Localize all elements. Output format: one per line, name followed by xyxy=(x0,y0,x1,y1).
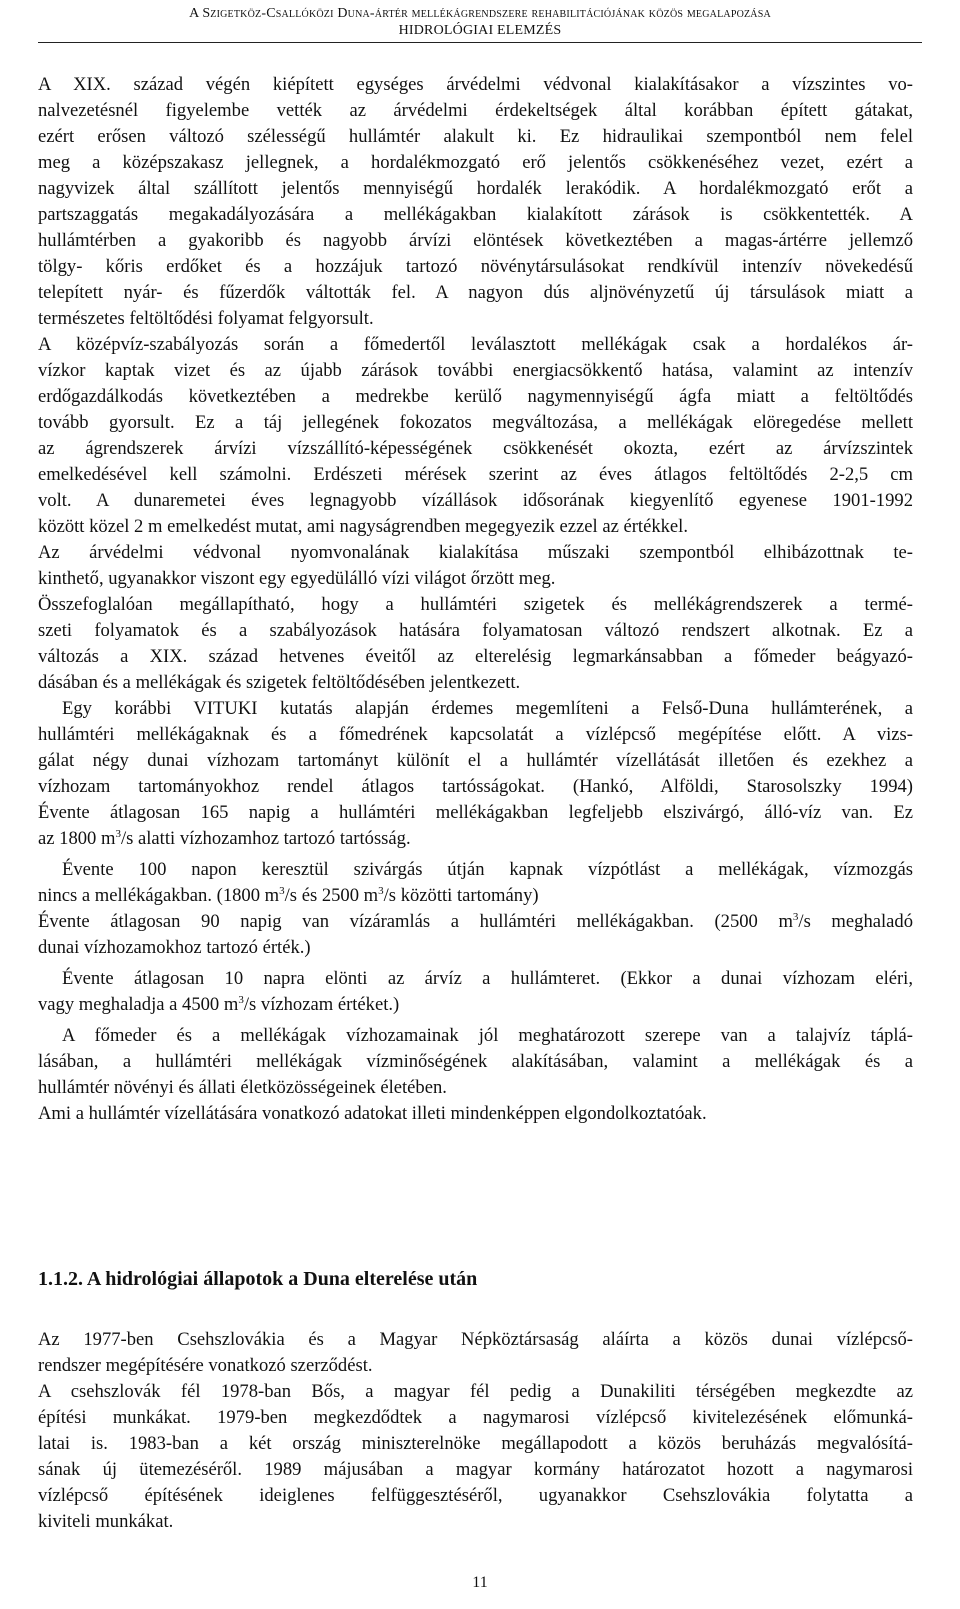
text-line: A csehszlovák fél 1978-ban Bős, a magyar fél pedig a Dunakiliti térségében megkezdte az xyxy=(38,1381,913,1402)
text-line: Az árvédelmi védvonal nyomvonalának kialakítása műszaki szempontból elhibázottnak te- xyxy=(38,542,913,563)
running-header xyxy=(0,5,960,43)
text-line: ezért erősen változó szélességű hullámtér alakult ki. Ez hidraulikai szempontból nem felel xyxy=(38,126,913,147)
text-line: az ágrendszerek árvízi vízszállító-képességének csökkenését okozta, ezért az árvízszintek xyxy=(38,438,913,459)
text-line: vagy meghaladja a 4500 $m^3/s$ vízhozam értéket.) xyxy=(38,993,400,1015)
header-subtitle: HIDROLÓGIAI ELEMZÉS xyxy=(398,23,562,38)
text-line: természetes feltöltődési folyamat felgyorsult. xyxy=(38,308,374,329)
text-line: építési munkákat. 1979-ben megkezdődtek a nagymarosi vízlépcső kivitelezésének előmunká- xyxy=(38,1407,913,1428)
text-line: emelkedésével kell számolni. Erdészeti mérések szerint az éves átlagos feltöltődés 2-2,5 cm xyxy=(38,464,913,485)
text-line: között közel 2 m emelkedést mutat, ami nagyságrendben megegyezik ezzel az értékkel. xyxy=(38,516,688,537)
text-line: Évente átlagosan 10 napra elönti az árvíz a hullámteret. (Ekkor a dunai vízhozam eléri, xyxy=(62,968,913,989)
text-line: Összefoglalóan megállapítható, hogy a hullámtéri szigetek és mellékágrendszerek a termé- xyxy=(38,594,913,615)
page-number: 11 xyxy=(472,1574,488,1591)
text-line: volt. A dunaremetei éves legnagyobb vízállások idősorának kiegyenlítő egyenese 1901-1992 xyxy=(38,490,913,511)
text-line: kinthető, ugyanakkor viszont egy egyedülálló vízi világot őrzött meg. xyxy=(38,568,556,589)
text-line: latai is. 1983-ban a két ország miniszterelnöke megállapodott a közös beruházás megvalósítá- xyxy=(38,1433,913,1454)
text-line: hullámtérben a gyakoribb és nagyobb árvízi elöntések következtében a magas-ártérre jellemző xyxy=(38,230,913,251)
text-line: rendszer megépítésére vonatkozó szerződést. xyxy=(38,1355,373,1376)
text-line: nagyvizek által szállított jelentős mennyiségű hordalék lerakódik. A hordalékmozgató erőt a xyxy=(38,178,913,199)
text-line: az 1800 $m^3/s$ alatti vízhozamhoz tartozó tartósság. xyxy=(38,827,411,849)
text-line: hullámtéri mellékágaknak és a főmedrének kapcsolatát a vízlépcső megépítése előtt. A vizs- xyxy=(38,724,913,745)
section-heading: 1.1.2. A hidrológiai állapotok a Duna elterelése után xyxy=(38,1268,478,1290)
text-line: telepített nyár- és fűzerdők váltották fel. A nagyon dús aljnövényzetű új társulások miatt a xyxy=(38,282,913,303)
text-line: szeti folyamatok és a szabályozások hatására folyamatosan változó rendszert alkotnak. Ez a xyxy=(38,620,913,641)
text-line: vízkor kaptak vizet és az újabb zárások további energiacsökkentő hatása, valamint az intenzív xyxy=(38,360,913,381)
text-line: erdőgazdálkodás következtében a medrekbe kerülő nagymennyiségű ágfa miatt a feltöltődés xyxy=(38,386,913,407)
header-rule xyxy=(38,42,922,43)
text-line: partszaggatás megakadályozására a mellékágakban kialakított zárások is csökkentették. A xyxy=(38,204,913,225)
text-line: vízlépcső építésének ideiglenes felfüggesztéséről, ugyanakkor Csehszlovákia folytatta a xyxy=(38,1485,913,1506)
text-line: lásában, a hullámtéri mellékágak vízminőségének alakításában, valamint a mellékágak és a xyxy=(38,1051,913,1072)
text-line: tovább gyorsult. Ez a táj jellegének fokozatos megváltozása, a mellékágak elöregedése mellett xyxy=(38,412,913,433)
text-line: Évente átlagosan 90 napig van vízáramlás a hullámtéri mellékágakban. (2500 $m^3/s$ meghaladó xyxy=(38,910,914,932)
text-line: Évente 100 napon keresztül szivárgás útján kapnak vízpótlást a mellékágak, vízmozgás xyxy=(62,859,913,880)
text-line: Egy korábbi VITUKI kutatás alapján érdemes megemlíteni a Felső-Duna hullámterének, a xyxy=(62,698,913,719)
text-line: nalvezetésnél figyelembe vették az árvédelmi érdekeltségek által korábban épített gátakat, xyxy=(38,100,913,121)
text-line: sának új ütemezéséről. 1989 májusában a magyar kormány határozatot hozott a nagymarosi xyxy=(38,1459,913,1480)
text-line: A főmeder és a mellékágak vízhozamainak jól meghatározott szerepe van a talajvíz táplá- xyxy=(62,1025,913,1046)
text-line: nincs a mellékágakban. (1800 $m^3/s$ és 2500 $m^3/s$ közötti tartomány) xyxy=(38,884,539,906)
text-line: hullámtér növényi és állati életközösségeinek életében. xyxy=(38,1077,447,1098)
text-line: kiviteli munkákat. xyxy=(38,1511,174,1532)
text-line: gálat négy dunai vízhozam tartományt különít el a hullámtér vízellátását illetően és ezekhez a xyxy=(38,750,913,771)
header-title: A Szigetköz-Csallóközi Duna-ártér mellékágrendszere rehabilitációjának közös megalapozása xyxy=(189,6,771,21)
text-line: változás a XIX. század hetvenes éveitől az elterelésig legmarkánsabban a főmeder beágyazó- xyxy=(38,646,913,667)
text-line: Évente átlagosan 165 napig a hullámtéri mellékágakban legfeljebb elszivárgó, álló-víz van. Ez xyxy=(38,802,913,823)
text-line: A XIX. század végén kiépített egységes árvédelmi védvonal kialakításakor a vízszintes vo- xyxy=(38,74,913,95)
text-line: vízhozam tartományokhoz rendel átlagos tartósságokat. (Hankó, Alföldi, Starosolszky 1994) xyxy=(38,776,913,797)
text-line: Ami a hullámtér vízellátására vonatkozó adatokat illeti mindenképpen elgondolkoztatóak. xyxy=(38,1103,707,1124)
text-line: meg a középszakasz jellegnek, a hordalékmozgató erő jelentős csökkenéséhez vezet, ezért a xyxy=(38,152,913,173)
text-line: tölgy- kőris erdőket és a hozzájuk tartozó növénytársulásokat rendkívül intenzív növekedésű xyxy=(38,256,913,277)
text-line: dásában és a mellékágak és szigetek feltöltődésében jelentkezett. xyxy=(38,672,521,693)
text-line: A középvíz-szabályozás során a főmedertől leválasztott mellékágak csak a hordalékos ár- xyxy=(38,334,913,355)
text-line: Az 1977-ben Csehszlovákia és a Magyar Népköztársaság aláírta a közös dunai vízlépcső- xyxy=(38,1329,913,1350)
text-line: dunai vízhozamokhoz tartozó érték.) xyxy=(38,937,311,958)
